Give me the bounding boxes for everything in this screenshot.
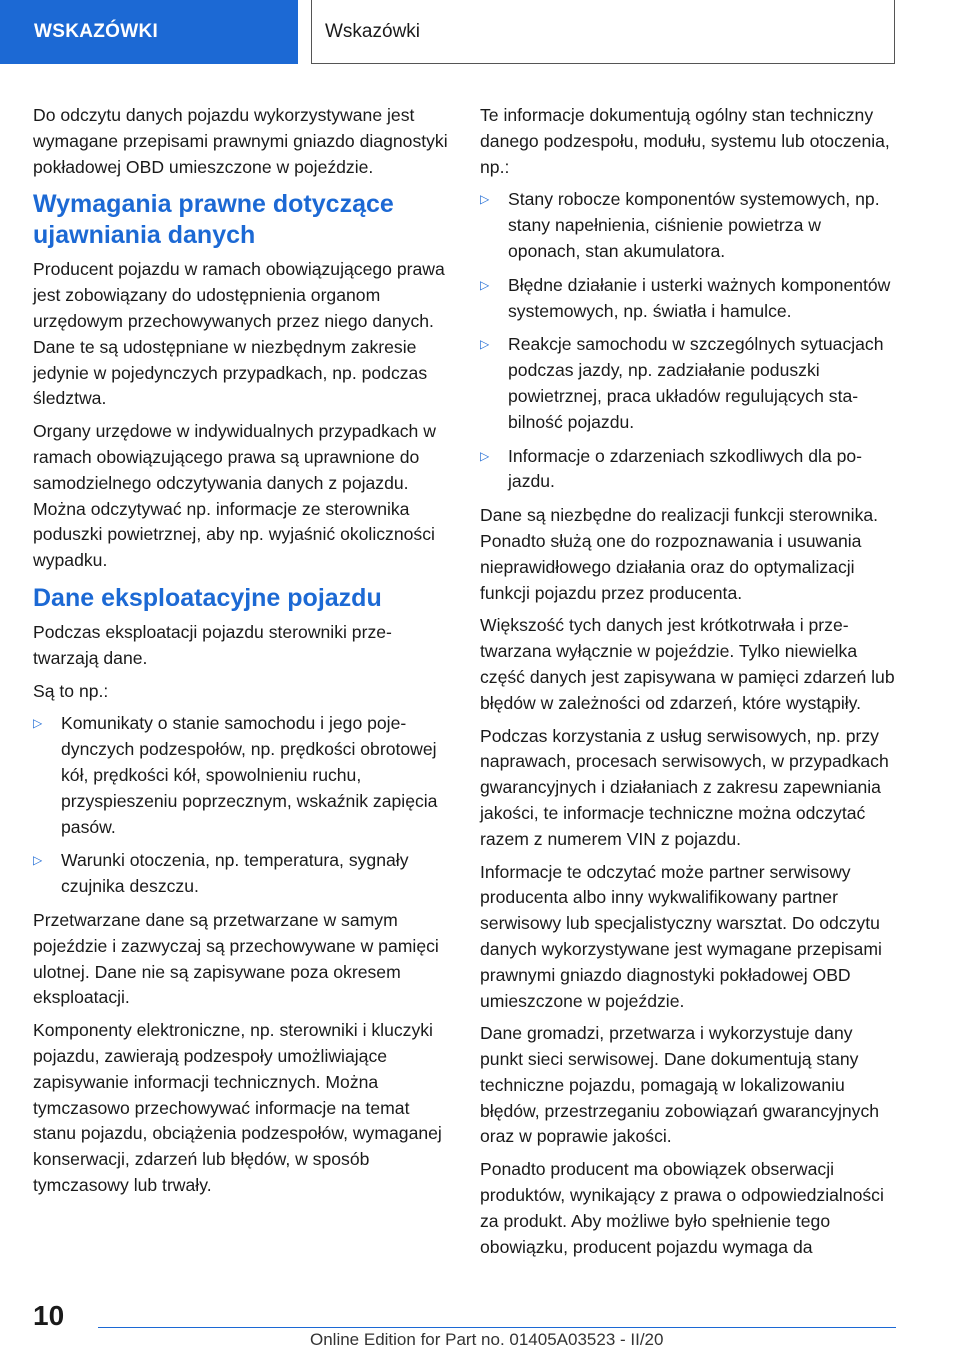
- triangle-bullet-icon: ▷: [480, 277, 490, 292]
- triangle-bullet-icon: ▷: [480, 337, 490, 352]
- paragraph: Przetwarzane dane są przetwarzane w samym pojeździe i zazwyczaj są przechowywane w pamięci ulotnej. Dane nie są zapisywane poza okresem eksploatacji.: [33, 909, 439, 1008]
- heading-operational-data: Dane eksploatacyjne pojazdu: [33, 583, 382, 612]
- list-item-text: Błędne działanie i usterki ważnych komponentów systemowych, np. światła i hamulce.: [508, 274, 891, 321]
- list-item: [480, 444, 896, 496]
- list-item: [33, 711, 449, 840]
- section-title: Wskazówki: [325, 20, 421, 42]
- bullet-list: [33, 711, 449, 900]
- list-item-text: Stany robocze komponentów systemowych, np. stany napełnienia, ciśnienie powietrza w oponach, stan akumulatora.: [508, 189, 880, 261]
- list-item-text: Komunikaty o stanie samochodu i jego pojedynczych podzespołów, np. prędkości obrotowej kół, prędkości kół, spowolnieniu ruchu, przyspieszeniu poprzecznym, wskaźnik zapięcia pasów.: [61, 713, 438, 837]
- triangle-bullet-icon: ▷: [480, 448, 490, 463]
- right-column: [480, 103, 896, 1267]
- section-tab-label: WSKAZÓWKI: [34, 21, 159, 42]
- list-item: [480, 332, 896, 435]
- paragraph: Komponenty elektroniczne, np. sterowniki i kluczyki pojazdu, zawierają podzespoły umożliwiające zapisywanie informacji technicznych. Można tymczasowo przechowywać informacje na temat stanu pojazdu, obciążenia podzespołów, wymaganej konserwacji, zdarzeń lub błędów, w sposób tymczasowy lub trwały.: [33, 1020, 442, 1195]
- list-item-text: Reakcje samochodu w szczególnych sytuacjach podczas jazdy, np. zadziałanie poduszki powietrznej, praca układów regulujących stabilność pojazdu.: [508, 334, 884, 432]
- left-column: [33, 103, 449, 1206]
- paragraph: Informacje te odczytać może partner serwisowy producenta albo inny wykwalifikowany partner serwisowy lub specjalistyczny warsztat. Do odczytu danych wykorzystywane jest wymagane przepisami prawnymi gniazdo diagnostyki pokładowej OBD umieszczone w pojeździe.: [480, 861, 882, 1011]
- section-tab: [0, 0, 298, 64]
- paragraph: Producent pojazdu w ramach obowiązującego prawa jest zobowiązany do udostępnienia organom urzędowym przechowywanych przez niego danych. Dane te są udostępniane w niezbędnym zakresie jedynie w pojedynczych przypadkach, np. podczas śledztwa.: [33, 259, 445, 409]
- paragraph: Większość tych danych jest krótkotrwała i przetwarzana wyłącznie w pojeździe. Tylko niewielka część danych jest zapisywana w pamięci zdarzeń lub błędów w zależności od zdarzeń, które wystąpiły.: [480, 615, 895, 713]
- list-item: [480, 273, 896, 325]
- triangle-bullet-icon: ▷: [33, 716, 43, 731]
- paragraph: Te informacje dokumentują ogólny stan techniczny danego podzespołu, modułu, systemu lub otoczenia, np.:: [480, 105, 890, 177]
- heading-legal-requirements: Wymagania prawne dotyczące ujawniania danych: [33, 190, 394, 250]
- edition-footer: Online Edition for Part no. 01405A03523 - II/20: [310, 1330, 664, 1349]
- bullet-list: [480, 187, 896, 495]
- list-item-text: Informacje o zdarzeniach szkodliwych dla pojazdu.: [508, 445, 862, 492]
- section-title-box: [311, 0, 895, 64]
- list-item: [33, 848, 449, 900]
- paragraph: Podczas korzystania z usług serwisowych, np. przy naprawach, procesach serwisowych, w przypadkach gwarancyjnych i działaniach z zakresu zapewniania jakości, te informacje techniczne można odczytać razem z numerem VIN z pojazdu.: [480, 725, 889, 849]
- page-number: 10: [33, 1300, 65, 1331]
- list-item: [480, 187, 896, 264]
- paragraph: Organy urzędowe w indywidualnych przypadkach w ramach obowiązującego prawa są uprawnione do samodzielnego odczytywania danych z pojazdu. Można odczytywać np. informacje ze sterownika poduszki powietrznej, aby np. wyjaśnić okoliczności wypadku.: [33, 421, 436, 571]
- footer-divider: [98, 1327, 896, 1328]
- triangle-bullet-icon: ▷: [33, 853, 43, 868]
- paragraph: Dane gromadzi, przetwarza i wykorzystuje dany punkt sieci serwisowej. Dane dokumentują stany techniczne pojazdu, pomagają w lokalizowaniu błędów, przestrzeganiu zobowiązań gwarancyjnych oraz w poprawie jakości.: [480, 1023, 880, 1147]
- paragraph: Podczas eksploatacji pojazdu sterowniki przetwarzają dane.: [33, 621, 392, 668]
- paragraph: Do odczytu danych pojazdu wykorzystywane jest wymagane przepisami prawnymi gniazdo diagnostyki pokładowej OBD umieszczone w pojeździe.: [33, 105, 448, 177]
- paragraph: Ponadto producent ma obowiązek obserwacji produktów, wynikający z prawa o odpowiedzialności za produkt. Aby możliwe było spełnienie tego obowiązku, producent pojazdu wymaga da: [480, 1159, 884, 1257]
- paragraph: Są to np.:: [33, 680, 109, 701]
- paragraph: Dane są niezbędne do realizacji funkcji sterownika. Ponadto służą one do rozpoznawania i usuwania nieprawidłowego działania oraz do optymalizacji funkcji pojazdu przez producenta.: [480, 505, 879, 603]
- list-item-text: Warunki otoczenia, np. temperatura, sygnały czujnika deszczu.: [61, 850, 409, 897]
- triangle-bullet-icon: ▷: [480, 192, 490, 207]
